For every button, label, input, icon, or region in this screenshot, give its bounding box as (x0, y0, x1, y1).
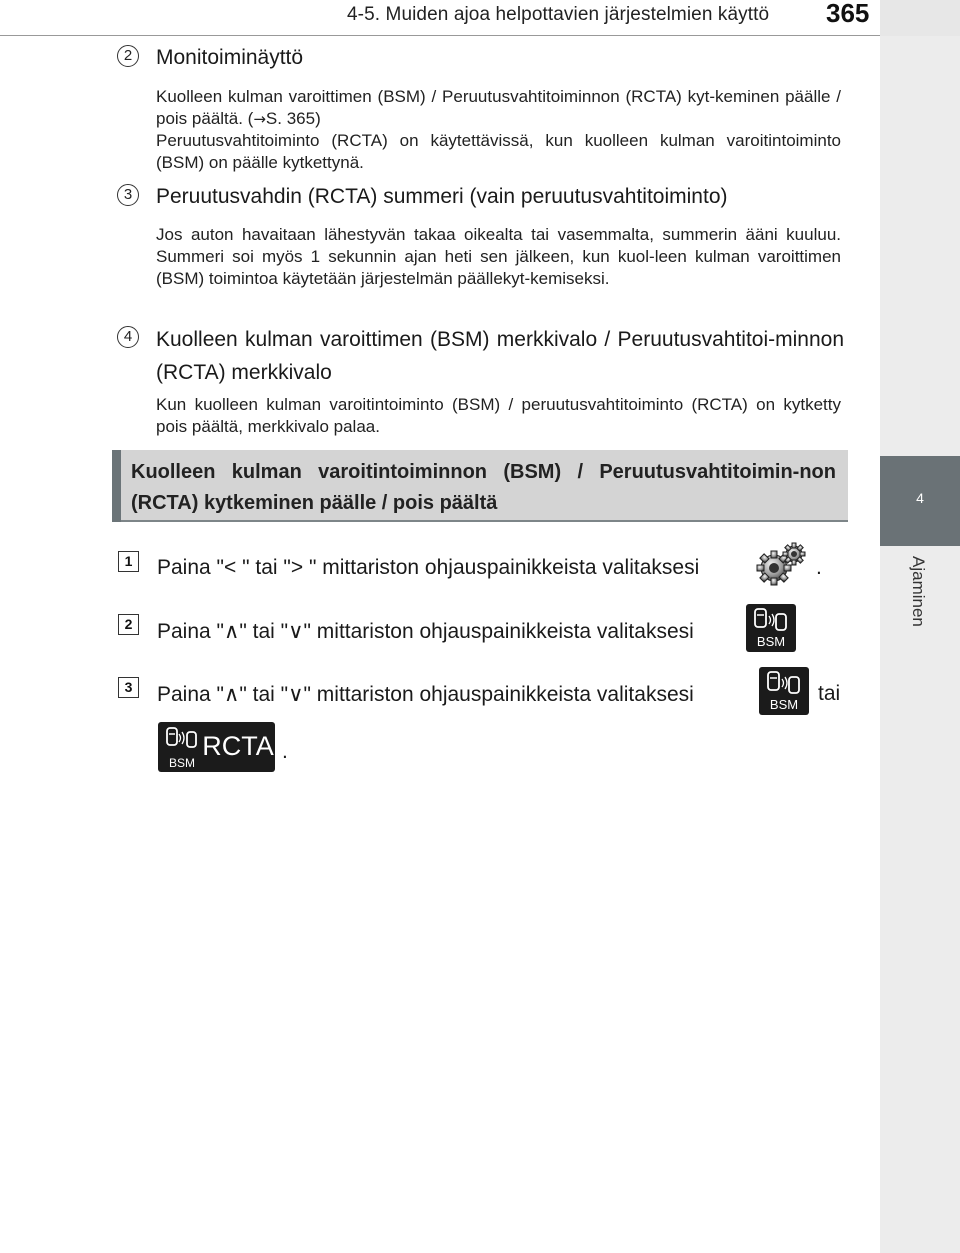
arrow-icon: → (253, 110, 266, 128)
step-3-end: . (282, 740, 288, 763)
step-text-1: Paina "< " tai "> " mittariston ohjauspainikkeista valitaksesi (157, 556, 700, 579)
svg-text:BSM: BSM (756, 634, 786, 649)
section-heading-bar (112, 450, 121, 522)
item-marker-2: 2 (117, 45, 139, 67)
step-1-end: . (816, 556, 822, 579)
chapter-label: Ajaminen (909, 556, 928, 627)
section-heading-box (112, 450, 848, 522)
item-title-indicator: Kuolleen kulman varoittimen (BSM) merkkivalo / Peruutusvahtitoi-minnon (RCTA) merkkivalo (156, 328, 844, 384)
item-marker-4: 4 (117, 326, 139, 348)
item-title-rcta-buzzer: Peruutusvahdin (RCTA) summeri (vain peruutusvahtitoiminto) (156, 185, 728, 208)
page-number: 365 (826, 0, 870, 28)
section-heading: Kuolleen kulman varoitintoiminnon (BSM) / Peruutusvahtitoimin-non (RCTA) kytkeminen päälle / pois päältä (131, 461, 836, 514)
bsm-icon (746, 604, 796, 652)
item-body-indicator: Kun kuolleen kulman varoitintoiminto (BSM) / peruutusvahtitoiminto (RCTA) on kytketty pois päältä, merkkivalo palaa. (156, 395, 841, 436)
step-number-3: 3 (118, 677, 139, 698)
step-text-3: Paina "∧" tai "∨" mittariston ohjauspainikkeista valitaksesi (157, 683, 694, 706)
header-rule (0, 35, 880, 36)
page-header (0, 0, 960, 44)
chapter-number: 4 (916, 490, 924, 506)
bsm-rcta-icon (158, 722, 275, 772)
chapter-side-tab (880, 0, 960, 1253)
gear-icon (754, 542, 808, 586)
item-body-monitor: Kuolleen kulman varoittimen (BSM) / Peruutusvahtitoiminnon (RCTA) kyt-keminen päälle / pois päältä. (→S. 365) Peruutusvahtitoiminto (RCTA) on käytettävissä, kun kuolleen kulman varoitintoiminto (BSM) on päälle kytkettynä. (156, 87, 841, 172)
step-number-2: 2 (118, 614, 139, 635)
step-text-2: Paina "∧" tai "∨" mittariston ohjauspainikkeista valitaksesi (157, 620, 694, 643)
step-number-1: 1 (118, 551, 139, 572)
running-header-title: 4-5. Muiden ajoa helpottavien järjestelmien käyttö (347, 4, 770, 25)
item-body-rcta-buzzer: Jos auton havaitaan lähestyvän takaa oikealta tai vasemmalta, summerin ääni kuuluu. Summeri soi myös 1 sekunnin ajan heti sen jälkeen, kun kuol-leen kulman varoittimen (BSM) toimintoa käytetään järjestelmän päällekyt-kemiseksi. (156, 225, 841, 288)
item-title-monitor: Monitoiminäyttö (156, 46, 304, 69)
step-3-or: tai (818, 682, 841, 705)
svg-text:BSM: BSM (168, 756, 196, 770)
svg-text:BSM: BSM (769, 697, 799, 712)
svg-text:RCTA: RCTA (202, 731, 274, 761)
item-marker-3: 3 (117, 184, 139, 206)
bsm-icon (759, 667, 809, 715)
